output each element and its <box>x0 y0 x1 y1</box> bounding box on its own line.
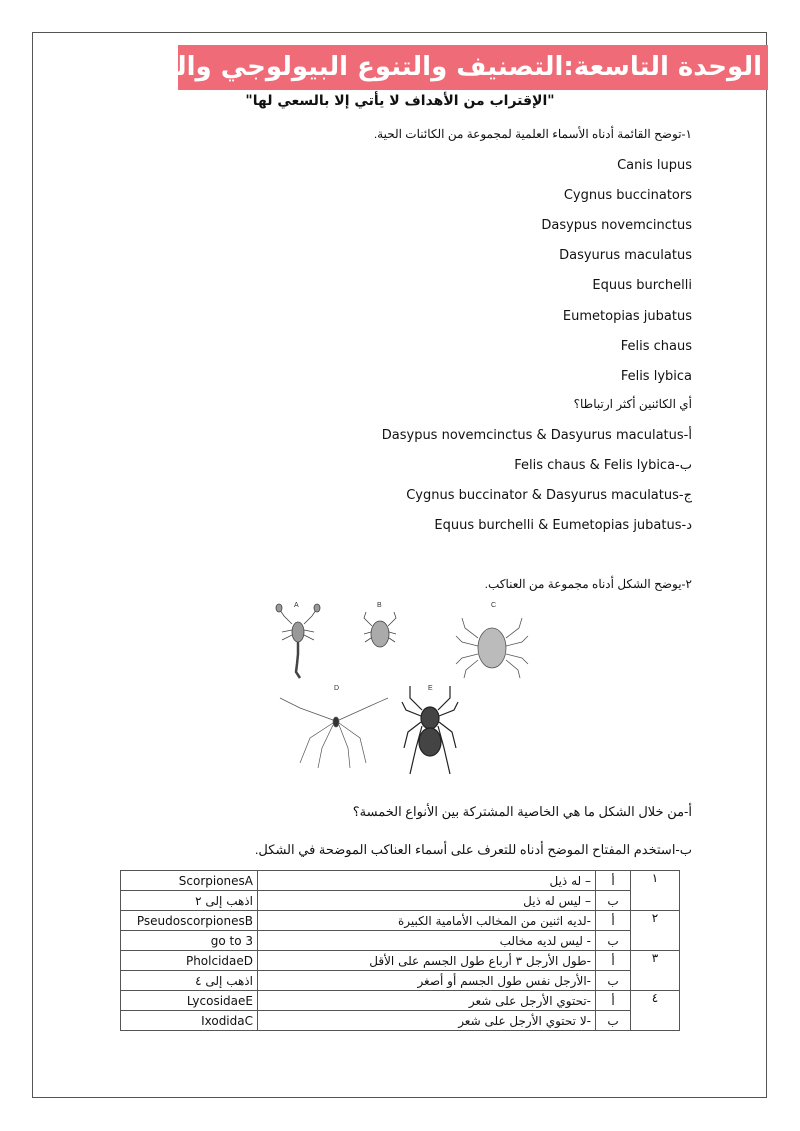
arachnid-figure <box>270 598 540 798</box>
key-step-number: ٢ <box>631 911 680 951</box>
option-letter: -ج <box>678 488 692 503</box>
q2-prompt: ٢-يوضح الشكل أدناه مجموعة من العناكب. <box>484 577 692 591</box>
table-row <box>121 911 680 931</box>
q1-question: أي الكائنين أكثر ارتباطا؟ <box>573 397 692 411</box>
key-letter: ب <box>596 891 631 911</box>
option-c <box>406 488 692 503</box>
key-letter: أ <box>596 991 631 1011</box>
motto: "الإقتراب من الأهداف لا يأتي إلا بالسعي لها" <box>245 93 555 109</box>
identification-key-table <box>120 870 680 1031</box>
key-description: -طول الأرجل ٣ أرباع طول الجسم على الأقل <box>258 951 596 971</box>
key-description: -الأرجل نفس طول الجسم أو أصغر <box>258 971 596 991</box>
q1-prompt: ١-توضح القائمة أدناه الأسماء العلمية لمجموعة من الكائنات الحية. <box>373 127 692 141</box>
option-b <box>514 458 692 473</box>
option-d <box>434 518 692 533</box>
key-step-number: ٣ <box>631 951 680 991</box>
key-letter: ب <box>596 1011 631 1031</box>
scorpion-illustration <box>276 602 320 678</box>
key-description: – له ذيل <box>258 871 596 891</box>
option-text: Equus burchelli & Eumetopias jubatus <box>434 518 682 533</box>
key-result: PholcidaeD <box>121 951 258 971</box>
wolf-spider-illustration <box>402 685 458 774</box>
table-row <box>121 1011 680 1031</box>
key-description: -لديه اثنين من المخالب الأمامية الكبيرة <box>258 911 596 931</box>
option-a <box>382 428 692 443</box>
option-text: Dasypus novemcinctus & Dasyurus maculatus <box>381 428 684 443</box>
pholcid-illustration <box>280 685 388 768</box>
key-description: – ليس له ذيل <box>258 891 596 911</box>
figure-label-d: D <box>334 685 340 692</box>
key-letter: أ <box>596 911 631 931</box>
q2-part-b: ب-استخدم المفتاح الموضح أدناه للتعرف على أسماء العناكب الموضحة في الشكل. <box>254 842 692 857</box>
option-letter: -أ <box>683 428 692 443</box>
figure-label-a: A <box>294 602 299 609</box>
key-letter: ب <box>596 931 631 951</box>
figure-label-b: B <box>377 602 382 609</box>
tick-illustration <box>456 602 528 678</box>
key-result: go to 3 <box>121 931 258 951</box>
option-letter: -ب <box>675 458 692 473</box>
species-name: Cygnus buccinators <box>563 188 692 203</box>
species-name: Dasyurus maculatus <box>559 248 692 263</box>
key-letter: أ <box>596 951 631 971</box>
option-text: Cygnus buccinator & Dasyurus maculatus <box>406 488 679 503</box>
q2-part-a: أ-من خلال الشكل ما هي الخاصية المشتركة بين الأنواع الخمسة؟ <box>352 804 692 819</box>
key-description: -تحتوي الأرجل على شعر <box>258 991 596 1011</box>
species-name: Canis lupus <box>617 158 692 173</box>
key-letter: أ <box>596 871 631 891</box>
species-name: Dasypus novemcinctus <box>541 218 692 233</box>
key-letter: ب <box>596 971 631 991</box>
species-name: Equus burchelli <box>592 278 692 293</box>
table-row <box>121 951 680 971</box>
key-result: LycosidaeE <box>121 991 258 1011</box>
species-name: Felis chaus <box>620 339 692 354</box>
key-result: PseudoscorpionesB <box>121 911 258 931</box>
species-name: Eumetopias jubatus <box>562 309 692 324</box>
key-result: IxodidaC <box>121 1011 258 1031</box>
key-step-number: ٤ <box>631 991 680 1031</box>
figure-label-e: E <box>428 685 433 692</box>
pseudoscorpion-illustration <box>364 602 396 647</box>
table-row <box>121 931 680 951</box>
key-description: -لا تحتوي الأرجل على شعر <box>258 1011 596 1031</box>
key-result: ScorpionesA <box>121 871 258 891</box>
table-row <box>121 891 680 911</box>
table-row <box>121 971 680 991</box>
key-description: - ليس لديه مخالب <box>258 931 596 951</box>
option-text: Felis chaus & Felis lybica <box>514 458 676 473</box>
option-letter: -د <box>681 518 692 533</box>
figure-label-c: C <box>491 602 497 609</box>
key-result: اذهب إلى ٤ <box>121 971 258 991</box>
table-row <box>121 871 680 891</box>
key-step-number: ١ <box>631 871 680 911</box>
page-title: الوحدة التاسعة:التصنيف والتنوع البيولوجي والحفاظ عليه <box>178 45 768 90</box>
key-result: اذهب إلى ٢ <box>121 891 258 911</box>
species-name: Felis lybica <box>620 369 692 384</box>
table-row <box>121 991 680 1011</box>
